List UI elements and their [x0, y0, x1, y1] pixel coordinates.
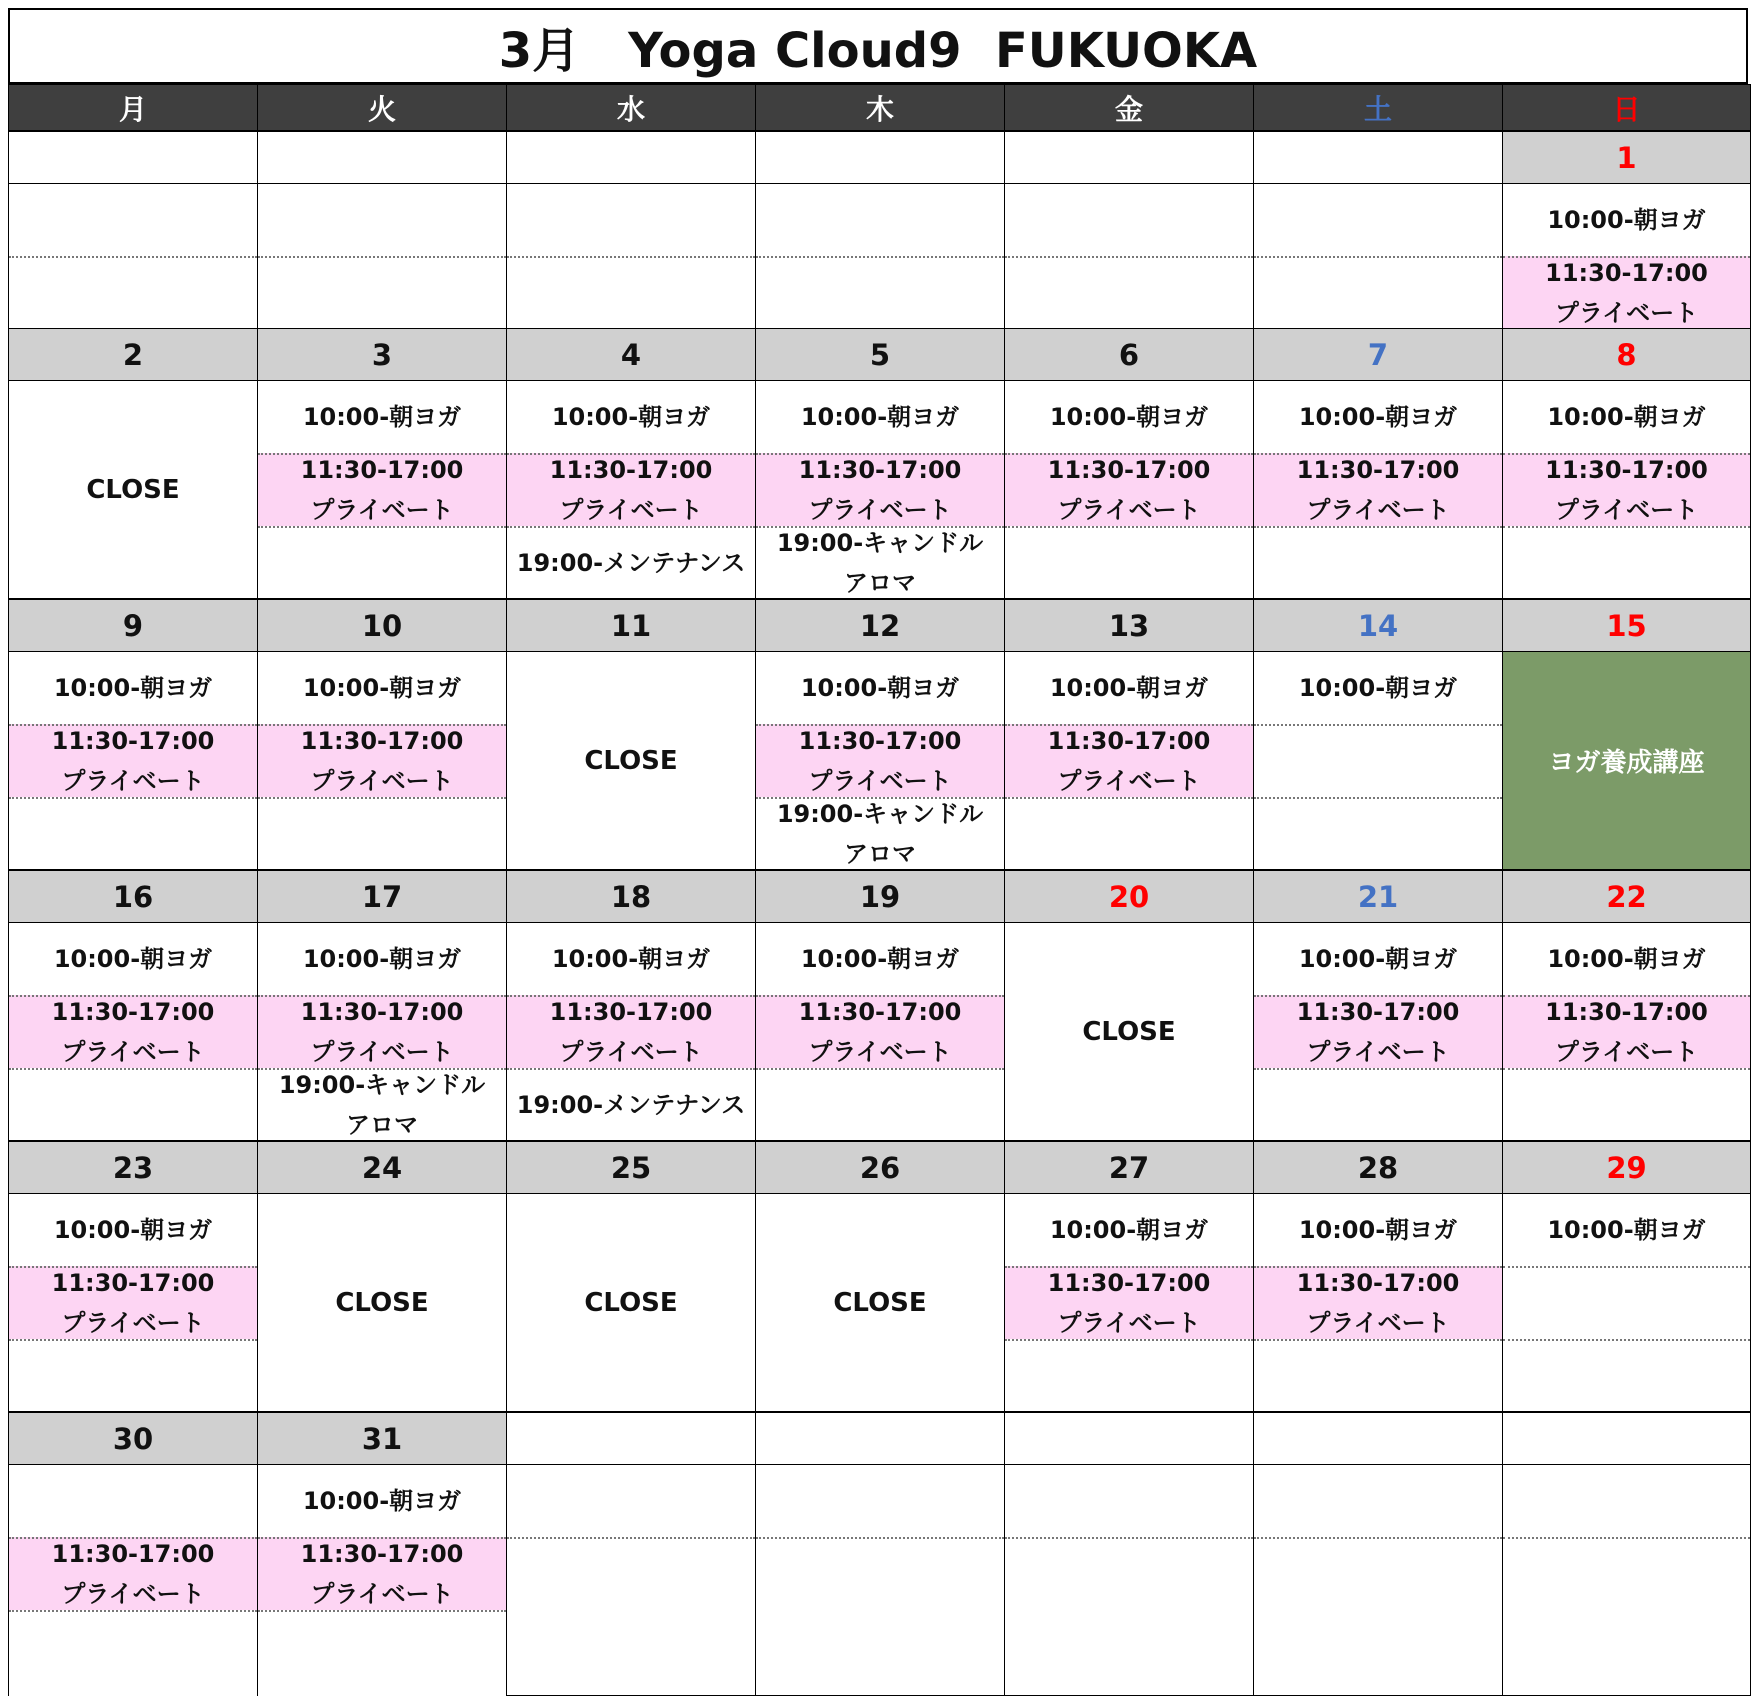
slot-divider — [756, 995, 1004, 997]
morning-class-label: 10:00-朝ヨガ — [1049, 674, 1209, 702]
slot-divider — [756, 797, 1004, 799]
date-cell: 16 — [8, 870, 258, 923]
day-schedule-cell — [1004, 922, 1254, 1141]
slot-divider — [1503, 1339, 1750, 1341]
date-cell: 26 — [755, 1141, 1005, 1194]
slot-divider — [756, 256, 1004, 258]
private-session-label: プライベート — [61, 766, 205, 795]
empty-date-cell — [1253, 1412, 1503, 1465]
evening-class-label: 19:00-キャンドル — [776, 799, 984, 828]
date-cell: 10 — [257, 599, 507, 652]
date-cell: 25 — [506, 1141, 756, 1194]
morning-class-slot — [1254, 923, 1502, 995]
private-session-label: プライベート — [559, 495, 703, 524]
private-session-time: 11:30-17:00 — [51, 1539, 215, 1568]
slot-divider — [756, 724, 1004, 726]
morning-class-slot — [1254, 652, 1502, 724]
slot-divider — [1254, 1266, 1502, 1268]
private-session-slot — [258, 453, 506, 526]
private-session-time: 11:30-17:00 — [798, 455, 962, 484]
private-session-slot — [1503, 995, 1750, 1068]
evening-class-slot — [756, 526, 1004, 599]
private-session-label: プライベート — [1057, 1308, 1201, 1337]
slot-divider — [507, 453, 755, 455]
weekday-header: 火 — [257, 84, 507, 131]
slot-divider — [258, 724, 506, 726]
private-session-slot — [1005, 1266, 1253, 1339]
morning-class-label: 10:00-朝ヨガ — [302, 945, 462, 973]
morning-class-slot — [1005, 1194, 1253, 1266]
day-schedule-cell — [1004, 380, 1254, 599]
day-schedule-cell — [1004, 651, 1254, 870]
private-session-time: 11:30-17:00 — [51, 726, 215, 755]
day-schedule-cell — [755, 380, 1005, 599]
closed-label: CLOSE — [86, 474, 180, 505]
weekday-header: 木 — [755, 84, 1005, 131]
morning-class-label: 10:00-朝ヨガ — [1547, 206, 1706, 234]
morning-class-slot — [507, 381, 755, 453]
morning-class-slot — [1005, 381, 1253, 453]
morning-class-slot — [9, 652, 257, 724]
day-schedule-cell — [257, 651, 507, 870]
private-session-slot — [507, 453, 755, 526]
private-session-label: プライベート — [61, 1037, 205, 1066]
day-schedule-cell — [755, 1193, 1005, 1412]
day-schedule-cell — [257, 1464, 507, 1696]
evening-class-slot — [9, 1068, 257, 1141]
private-session-slot — [756, 995, 1004, 1068]
date-cell: 4 — [506, 328, 756, 381]
private-session-label: プライベート — [1554, 298, 1699, 327]
slot-divider — [1005, 526, 1253, 528]
day-schedule-cell — [1502, 922, 1751, 1141]
private-session-time: 11:30-17:00 — [1296, 1268, 1460, 1297]
morning-class-label: 10:00-朝ヨガ — [800, 945, 960, 973]
slot-divider — [1254, 724, 1502, 726]
slot-divider — [9, 724, 257, 726]
private-session-slot — [1254, 724, 1502, 797]
private-session-label: プライベート — [310, 1579, 454, 1608]
private-session-label: プライベート — [1306, 1037, 1450, 1066]
weekday-header: 日 — [1502, 84, 1751, 131]
day-schedule-cell — [1253, 922, 1503, 1141]
day-schedule-cell — [506, 380, 756, 599]
evening-class-slot — [756, 797, 1004, 870]
morning-class-slot — [9, 923, 257, 995]
morning-class-slot — [258, 923, 506, 995]
private-session-slot — [1503, 256, 1750, 329]
private-session-label: プライベート — [1554, 1037, 1699, 1066]
private-session-slot — [507, 995, 755, 1068]
slot-divider — [1503, 1266, 1750, 1268]
slot-divider — [756, 1537, 1004, 1539]
private-session-time: 11:30-17:00 — [1545, 455, 1708, 484]
evening-class-label-2: アロマ — [844, 839, 916, 868]
morning-class-slot — [258, 381, 506, 453]
slot-divider — [507, 1068, 755, 1070]
evening-class-label: 19:00-メンテナンス — [516, 1090, 746, 1119]
private-session-slot — [9, 1266, 257, 1339]
date-cell: 8 — [1502, 328, 1751, 381]
date-cell: 1 — [1502, 131, 1751, 184]
evening-class-slot — [1254, 1339, 1502, 1412]
date-cell: 19 — [755, 870, 1005, 923]
day-schedule-cell — [8, 922, 258, 1141]
day-schedule-cell — [1502, 1193, 1751, 1412]
day-schedule-cell — [8, 380, 258, 599]
date-cell: 14 — [1253, 599, 1503, 652]
morning-class-slot — [258, 652, 506, 724]
private-session-time: 11:30-17:00 — [549, 455, 713, 484]
slot-divider — [1503, 995, 1750, 997]
private-session-time: 11:30-17:00 — [51, 997, 215, 1026]
day-schedule-cell — [8, 651, 258, 870]
evening-class-slot — [1254, 1068, 1502, 1141]
slot-divider — [1254, 797, 1502, 799]
morning-class-label: 10:00-朝ヨガ — [302, 1487, 462, 1515]
day-schedule-cell — [257, 380, 507, 599]
empty-date-cell — [257, 131, 507, 184]
morning-class-label: 10:00-朝ヨガ — [1049, 1216, 1209, 1244]
special-event-label: ヨガ養成講座 — [1548, 748, 1705, 778]
morning-class-label: 10:00-朝ヨガ — [53, 674, 213, 702]
morning-class-slot — [756, 381, 1004, 453]
slot-divider — [1254, 1068, 1502, 1070]
day-schedule-cell — [8, 1464, 258, 1696]
date-cell: 11 — [506, 599, 756, 652]
slot-divider — [756, 453, 1004, 455]
weekday-header: 水 — [506, 84, 756, 131]
private-session-slot — [9, 724, 257, 797]
evening-class-slot — [258, 1610, 506, 1696]
evening-class-slot — [1005, 797, 1253, 870]
slot-divider — [1503, 1068, 1750, 1070]
evening-class-label-2: アロマ — [346, 1110, 418, 1139]
empty-date-cell — [755, 131, 1005, 184]
date-cell: 23 — [8, 1141, 258, 1194]
morning-class-label: 10:00-朝ヨガ — [53, 945, 213, 973]
private-session-slot — [1254, 453, 1502, 526]
slot-divider — [1005, 256, 1253, 258]
morning-class-label: 10:00-朝ヨガ — [302, 403, 462, 431]
empty-date-cell — [506, 1412, 756, 1465]
morning-class-label: 10:00-朝ヨガ — [1049, 403, 1209, 431]
private-session-slot — [1503, 1266, 1750, 1339]
evening-class-slot — [9, 797, 257, 870]
date-cell: 27 — [1004, 1141, 1254, 1194]
private-session-label: プライベート — [310, 1037, 454, 1066]
closed-label: CLOSE — [335, 1287, 429, 1318]
day-schedule-cell — [257, 922, 507, 1141]
slot-divider — [1503, 453, 1750, 455]
private-session-label: プライベート — [808, 766, 952, 795]
morning-class-label: 10:00-朝ヨガ — [800, 674, 960, 702]
slot-divider — [1254, 256, 1502, 258]
date-cell: 22 — [1502, 870, 1751, 923]
empty-day-cell — [1502, 1464, 1751, 1696]
slot-divider — [258, 797, 506, 799]
day-schedule-cell — [506, 1193, 756, 1412]
evening-class-slot — [1254, 797, 1502, 870]
morning-class-slot — [1503, 184, 1750, 256]
private-session-label: プライベート — [559, 1037, 703, 1066]
morning-class-label: 10:00-朝ヨガ — [1298, 1216, 1458, 1244]
date-cell: 12 — [755, 599, 1005, 652]
morning-class-label: 10:00-朝ヨガ — [302, 674, 462, 702]
slot-divider — [1005, 1339, 1253, 1341]
date-cell: 20 — [1004, 870, 1254, 923]
private-session-slot — [9, 1537, 257, 1610]
private-session-time: 11:30-17:00 — [1545, 258, 1708, 287]
slot-divider — [507, 1537, 755, 1539]
date-cell: 21 — [1253, 870, 1503, 923]
slot-divider — [258, 1610, 506, 1612]
slot-divider — [756, 1068, 1004, 1070]
private-session-time: 11:30-17:00 — [1296, 455, 1460, 484]
slot-divider — [258, 995, 506, 997]
slot-divider — [258, 526, 506, 528]
date-cell: 24 — [257, 1141, 507, 1194]
day-schedule-cell — [257, 1193, 507, 1412]
empty-date-cell — [8, 131, 258, 184]
slot-divider — [1005, 1537, 1253, 1539]
date-cell: 15 — [1502, 599, 1751, 652]
evening-class-slot — [258, 526, 506, 599]
closed-label: CLOSE — [833, 1287, 927, 1318]
evening-class-slot — [1503, 1068, 1750, 1141]
private-session-time: 11:30-17:00 — [300, 455, 464, 484]
date-cell: 13 — [1004, 599, 1254, 652]
evening-class-slot — [507, 1068, 755, 1141]
evening-class-slot — [258, 1068, 506, 1141]
private-session-time: 11:30-17:00 — [51, 1268, 215, 1297]
slot-divider — [9, 1610, 257, 1612]
morning-class-slot — [258, 1465, 506, 1537]
morning-class-label: 10:00-朝ヨガ — [551, 403, 711, 431]
empty-day-cell — [506, 1464, 756, 1696]
date-cell: 30 — [8, 1412, 258, 1465]
slot-divider — [9, 1537, 257, 1539]
morning-class-slot — [1254, 381, 1502, 453]
slot-divider — [1254, 453, 1502, 455]
slot-divider — [9, 1266, 257, 1268]
morning-class-slot — [1254, 1194, 1502, 1266]
evening-class-slot — [1503, 526, 1750, 599]
day-schedule-cell — [1502, 651, 1751, 870]
slot-divider — [1005, 797, 1253, 799]
evening-class-slot — [1503, 1339, 1750, 1412]
evening-class-slot — [1254, 526, 1502, 599]
slot-divider — [258, 1068, 506, 1070]
private-session-slot — [1005, 453, 1253, 526]
day-schedule-cell — [1253, 380, 1503, 599]
evening-class-slot — [1005, 1339, 1253, 1412]
private-session-slot — [756, 453, 1004, 526]
empty-date-cell — [1253, 131, 1503, 184]
private-session-time: 11:30-17:00 — [1047, 726, 1211, 755]
morning-class-label: 10:00-朝ヨガ — [1547, 945, 1706, 973]
private-session-time: 11:30-17:00 — [1545, 997, 1708, 1026]
date-cell: 3 — [257, 328, 507, 381]
evening-class-label-2: アロマ — [844, 568, 916, 597]
morning-class-slot — [1503, 923, 1750, 995]
day-schedule-cell — [1253, 1193, 1503, 1412]
private-session-slot — [258, 1537, 506, 1610]
private-session-slot — [1254, 995, 1502, 1068]
weekday-header: 金 — [1004, 84, 1254, 131]
evening-class-slot — [756, 1068, 1004, 1141]
empty-date-cell — [506, 131, 756, 184]
evening-class-slot — [507, 526, 755, 599]
private-session-time: 11:30-17:00 — [1047, 1268, 1211, 1297]
evening-class-label: 19:00-キャンドル — [278, 1070, 486, 1099]
slot-divider — [1005, 724, 1253, 726]
slot-divider — [9, 797, 257, 799]
morning-class-slot — [1005, 652, 1253, 724]
private-session-time: 11:30-17:00 — [1296, 997, 1460, 1026]
morning-class-slot — [9, 1194, 257, 1266]
private-session-label: プライベート — [1057, 495, 1201, 524]
slot-divider — [1503, 256, 1750, 258]
day-schedule-cell — [1004, 1193, 1254, 1412]
date-cell: 9 — [8, 599, 258, 652]
morning-class-label: 10:00-朝ヨガ — [1547, 403, 1706, 431]
private-session-time: 11:30-17:00 — [798, 997, 962, 1026]
day-schedule-cell — [1502, 380, 1751, 599]
day-schedule-cell — [1253, 651, 1503, 870]
evening-class-slot — [9, 1610, 257, 1696]
private-session-slot — [9, 995, 257, 1068]
private-session-slot — [258, 724, 506, 797]
empty-date-cell — [1502, 1412, 1751, 1465]
slot-divider — [258, 453, 506, 455]
slot-divider — [507, 256, 755, 258]
empty-date-cell — [1004, 131, 1254, 184]
empty-date-cell — [1004, 1412, 1254, 1465]
private-session-label: プライベート — [1306, 495, 1450, 524]
private-session-time: 11:30-17:00 — [798, 726, 962, 755]
slot-divider — [1254, 995, 1502, 997]
date-cell: 18 — [506, 870, 756, 923]
slot-divider — [9, 995, 257, 997]
morning-class-slot — [1503, 381, 1750, 453]
private-session-slot — [1005, 724, 1253, 797]
date-cell: 17 — [257, 870, 507, 923]
slot-divider — [9, 1068, 257, 1070]
private-session-label: プライベート — [1306, 1308, 1450, 1337]
slot-divider — [1005, 453, 1253, 455]
private-session-time: 11:30-17:00 — [1047, 455, 1211, 484]
morning-class-label: 10:00-朝ヨガ — [551, 945, 711, 973]
empty-day-cell — [1004, 1464, 1254, 1696]
date-cell: 31 — [257, 1412, 507, 1465]
weekday-header: 土 — [1253, 84, 1503, 131]
evening-class-label: 19:00-キャンドル — [776, 528, 984, 557]
day-schedule-cell — [8, 1193, 258, 1412]
private-session-label: プライベート — [1057, 766, 1201, 795]
private-session-label: プライベート — [310, 495, 454, 524]
calendar-title: 3月 Yoga Cloud9 FUKUOKA — [8, 8, 1748, 84]
empty-day-cell — [1253, 1464, 1503, 1696]
morning-class-label: 10:00-朝ヨガ — [1298, 945, 1458, 973]
slot-divider — [507, 995, 755, 997]
private-session-slot — [1503, 453, 1750, 526]
morning-class-slot — [507, 923, 755, 995]
closed-label: CLOSE — [584, 745, 678, 776]
slot-divider — [1254, 1537, 1502, 1539]
closed-label: CLOSE — [1082, 1016, 1176, 1047]
morning-class-label: 10:00-朝ヨガ — [800, 403, 960, 431]
empty-day-cell — [755, 1464, 1005, 1696]
slot-divider — [1503, 1537, 1750, 1539]
date-cell: 2 — [8, 328, 258, 381]
morning-class-slot — [9, 1465, 257, 1537]
slot-divider — [756, 526, 1004, 528]
date-cell: 29 — [1502, 1141, 1751, 1194]
slot-divider — [507, 526, 755, 528]
closed-label: CLOSE — [584, 1287, 678, 1318]
slot-divider — [9, 1339, 257, 1341]
date-cell: 7 — [1253, 328, 1503, 381]
day-schedule-cell — [755, 651, 1005, 870]
private-session-label: プライベート — [808, 1037, 952, 1066]
morning-class-label: 10:00-朝ヨガ — [1298, 403, 1458, 431]
evening-class-label: 19:00-メンテナンス — [516, 548, 746, 577]
private-session-time: 11:30-17:00 — [549, 997, 713, 1026]
morning-class-slot — [756, 652, 1004, 724]
slot-divider — [9, 256, 257, 258]
morning-class-label: 10:00-朝ヨガ — [1298, 674, 1458, 702]
private-session-label: プライベート — [310, 766, 454, 795]
slot-divider — [1005, 1266, 1253, 1268]
slot-divider — [258, 1537, 506, 1539]
private-session-time: 11:30-17:00 — [300, 726, 464, 755]
day-schedule-cell — [755, 922, 1005, 1141]
date-cell: 6 — [1004, 328, 1254, 381]
evening-class-slot — [258, 797, 506, 870]
evening-class-slot — [9, 1339, 257, 1412]
date-cell: 28 — [1253, 1141, 1503, 1194]
empty-date-cell — [755, 1412, 1005, 1465]
private-session-label: プライベート — [61, 1308, 205, 1337]
morning-class-slot — [756, 923, 1004, 995]
private-session-label: プライベート — [1554, 495, 1699, 524]
private-session-time: 11:30-17:00 — [300, 1539, 464, 1568]
day-schedule-cell — [506, 651, 756, 870]
date-cell: 5 — [755, 328, 1005, 381]
slot-divider — [258, 256, 506, 258]
slot-divider — [1503, 526, 1750, 528]
private-session-time: 11:30-17:00 — [300, 997, 464, 1026]
private-session-slot — [1254, 1266, 1502, 1339]
day-schedule-cell — [506, 922, 756, 1141]
weekday-header: 月 — [8, 84, 258, 131]
slot-divider — [1254, 1339, 1502, 1341]
private-session-label: プライベート — [61, 1579, 205, 1608]
slot-divider — [1254, 526, 1502, 528]
private-session-label: プライベート — [808, 495, 952, 524]
morning-class-label: 10:00-朝ヨガ — [1547, 1216, 1706, 1244]
private-session-slot — [258, 995, 506, 1068]
morning-class-slot — [1503, 1194, 1750, 1266]
private-session-slot — [756, 724, 1004, 797]
morning-class-label: 10:00-朝ヨガ — [53, 1216, 213, 1244]
evening-class-slot — [1005, 526, 1253, 599]
